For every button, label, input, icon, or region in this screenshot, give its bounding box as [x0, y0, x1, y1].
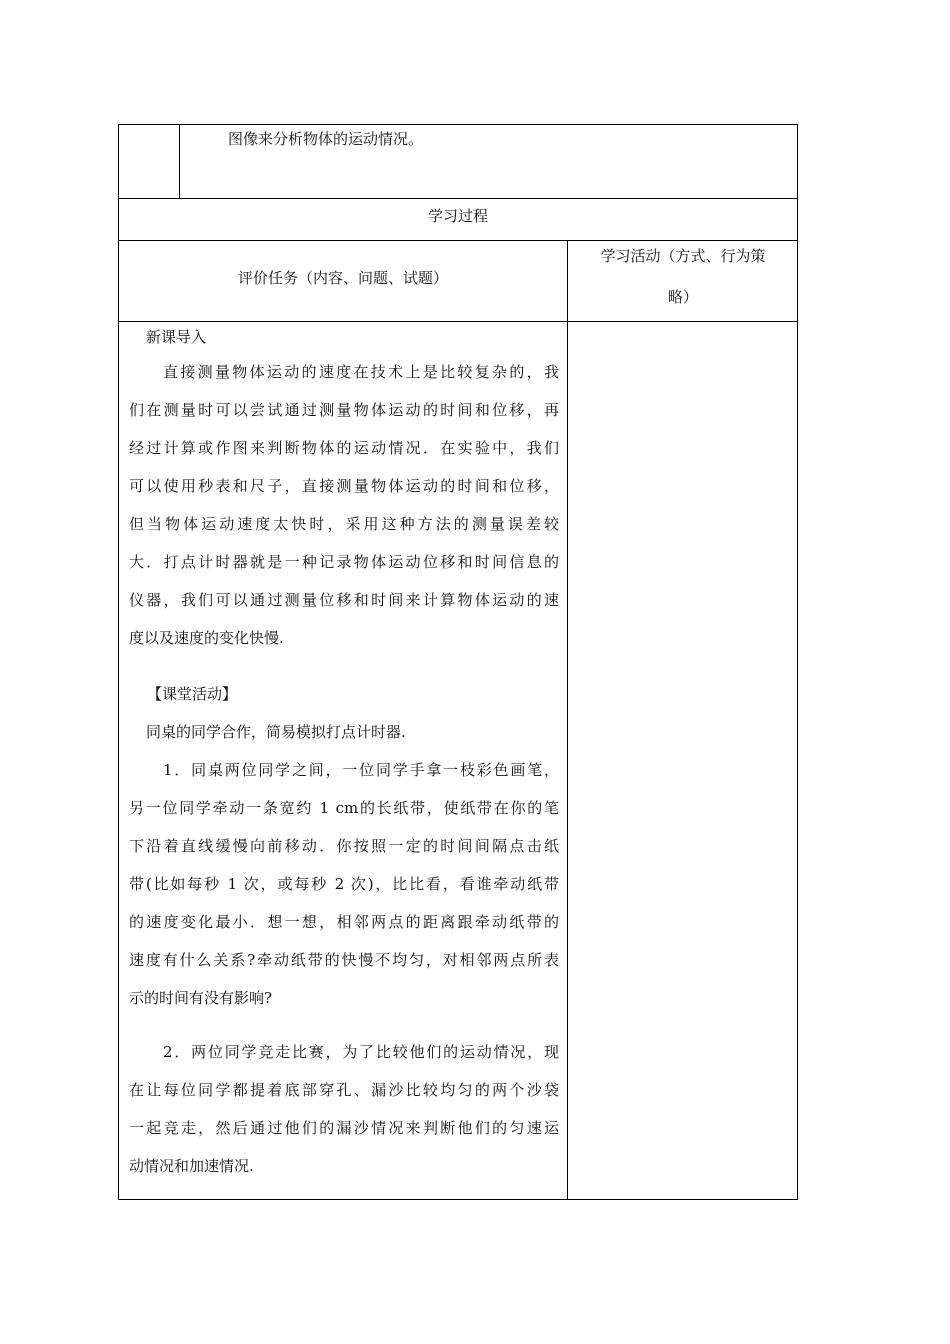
top-row-divider: [179, 124, 180, 198]
paragraph-line: 下沿着直线缓慢向前移动．你按照一定的时间间隔点击纸: [129, 837, 559, 855]
activity-title: 【课堂活动】: [147, 685, 238, 703]
paragraph-line: 的速度变化最小．想一想，相邻两点的距离跟牵动纸带的: [129, 913, 559, 931]
activity-column-header-line2: 略）: [667, 288, 698, 306]
paragraph-line: 大．打点计时器就是一种记录物体运动位移和时间信息的: [129, 553, 559, 571]
row-divider: [118, 240, 798, 241]
paragraph-line: 带(比如每秒 1 次，或每秒 2 次)，比比看，看谁牵动纸带: [129, 875, 559, 893]
paragraph-line: 经过计算或作图来判断物体的运动情况．在实验中，我们: [129, 439, 559, 457]
activity-column-header-line1: 学习活动（方式、行为策: [600, 247, 766, 265]
paragraph-line: 动情况和加速情况.: [129, 1157, 254, 1175]
column-divider: [567, 240, 568, 1200]
paragraph-line: 另一位同学牵动一条宽约 1 cm的长纸带，使纸带在你的笔: [129, 799, 559, 817]
paragraph-line: 但当物体运动速度太快时，采用这种方法的测量误差较: [129, 515, 559, 533]
section-header: 学习过程: [427, 207, 488, 225]
paragraph-line: 在让每位同学都提着底部穿孔、漏沙比较均匀的两个沙袋: [129, 1081, 559, 1099]
activity-intro: 同桌的同学合作，简易模拟打点计时器.: [146, 723, 406, 741]
table-border-top: [118, 124, 798, 125]
paragraph-line: 度以及速度的变化快慢.: [129, 629, 284, 647]
activity-item-2: [129, 1041, 559, 1193]
paragraph-line: 可以使用秒表和尺子，直接测量物体运动的时间和位移，: [129, 477, 559, 495]
table-border-bottom: [118, 1199, 798, 1200]
row-divider: [118, 198, 798, 199]
paragraph-line: 们在测量时可以尝试通过测量物体运动的时间和位移，再: [129, 401, 559, 419]
task-column-header: 评价任务（内容、问题、试题）: [237, 269, 448, 287]
paragraph-line: 直接测量物体运动的速度在技术上是比较复杂的，我: [163, 363, 559, 381]
intro-title: 新课导入: [146, 328, 207, 346]
top-row-text: 图像来分析物体的运动情况。: [228, 130, 424, 148]
activity-item-1: [129, 759, 559, 1025]
paragraph-line: 一起竞走，然后通过他们的漏沙情况来判断他们的匀速运: [129, 1119, 559, 1137]
paragraph-line: 2．两位同学竞走比赛，为了比较他们的运动情况，现: [163, 1043, 559, 1061]
paragraph-line: 1．同桌两位同学之间，一位同学手拿一枝彩色画笔，: [163, 761, 559, 779]
intro-paragraph: [129, 361, 559, 665]
row-divider: [118, 321, 798, 322]
paragraph-line: 速度有什么关系?牵动纸带的快慢不均匀，对相邻两点所表: [129, 951, 559, 969]
paragraph-line: 仪器，我们可以通过测量位移和时间来计算物体运动的速: [129, 591, 559, 609]
paragraph-line: 示的时间有没有影响?: [129, 989, 273, 1007]
